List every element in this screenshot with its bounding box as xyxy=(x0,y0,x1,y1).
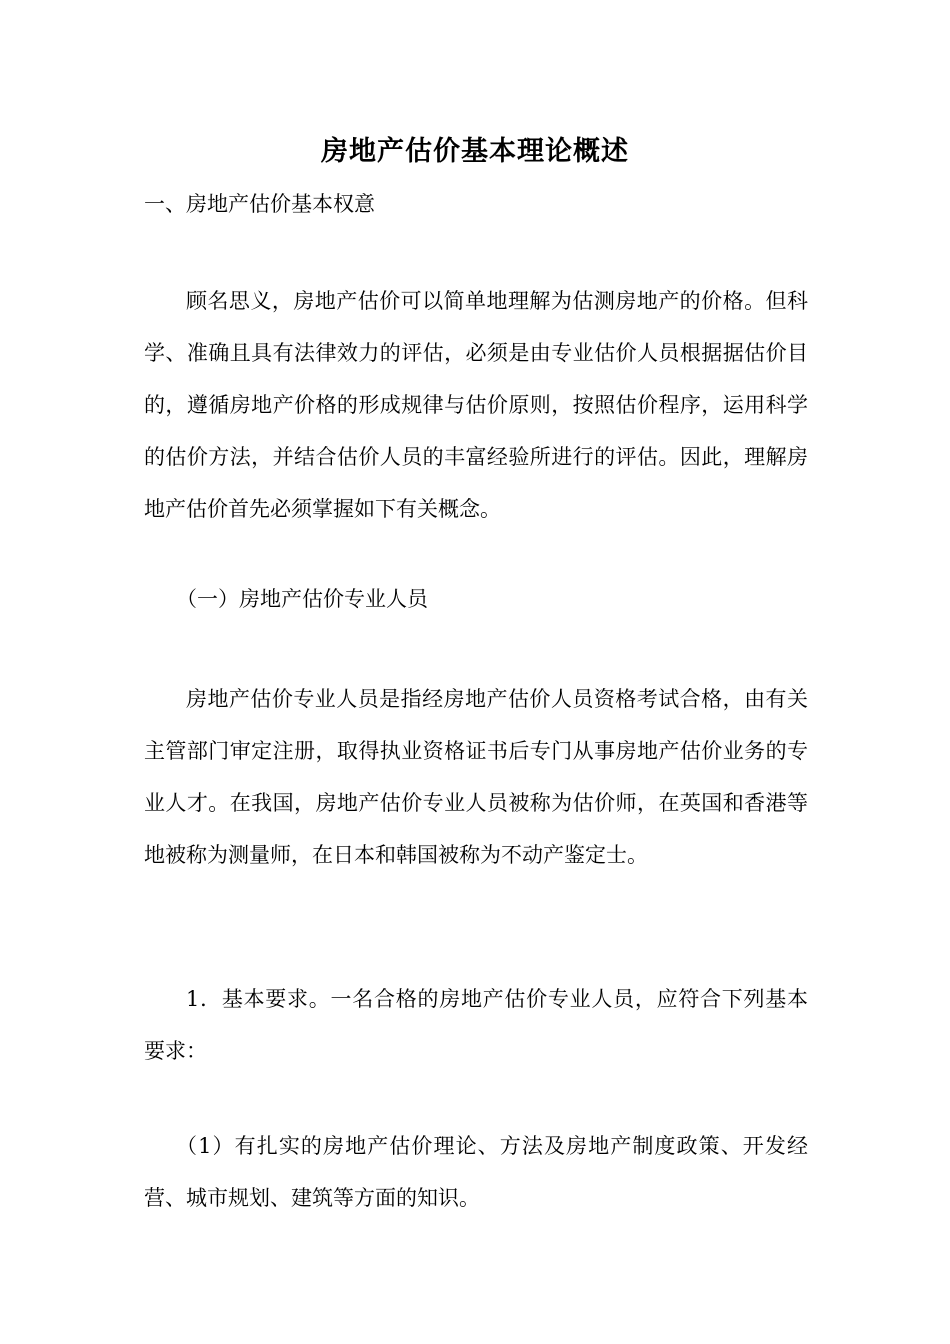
list-item-knowledge-requirement: （1）有扎实的房地产估价理论、方法及房地产制度政策、开发经营、城市规划、建筑等方面的知识。 xyxy=(144,1134,808,1210)
paragraph-definition: 顾名思义，房地产估价可以简单地理解为估测房地产的价格。但科学、准确且具有法律效力的评估，必须是由专业估价人员根据据估价目的，遵循房地产价格的形成规律与估价原则，按照估价程序，运用科学的估价方法，并结合估价人员的丰富经验所进行的评估。因此，理解房地产估价首先必须掌握如下有关概念。 xyxy=(144,289,808,521)
list-item-basic-requirements: 1．基本要求。一名合格的房地产估价专业人员，应符合下列基本要求： xyxy=(144,987,808,1063)
subsection-heading: （一）房地产估价专业人员 xyxy=(176,587,428,611)
document-title: 房地产估价基本理论概述 xyxy=(321,136,629,167)
section-heading: 一、房地产估价基本权意 xyxy=(144,192,375,216)
paragraph-professionals: 房地产估价专业人员是指经房地产估价人员资格考试合格，由有关主管部门审定注册，取得执业资格证书后专门从事房地产估价业务的专业人才。在我国，房地产估价专业人员被称为估价师，在英国和香港等地被称为测量师，在日本和韩国被称为不动产鉴定士。 xyxy=(144,687,808,867)
